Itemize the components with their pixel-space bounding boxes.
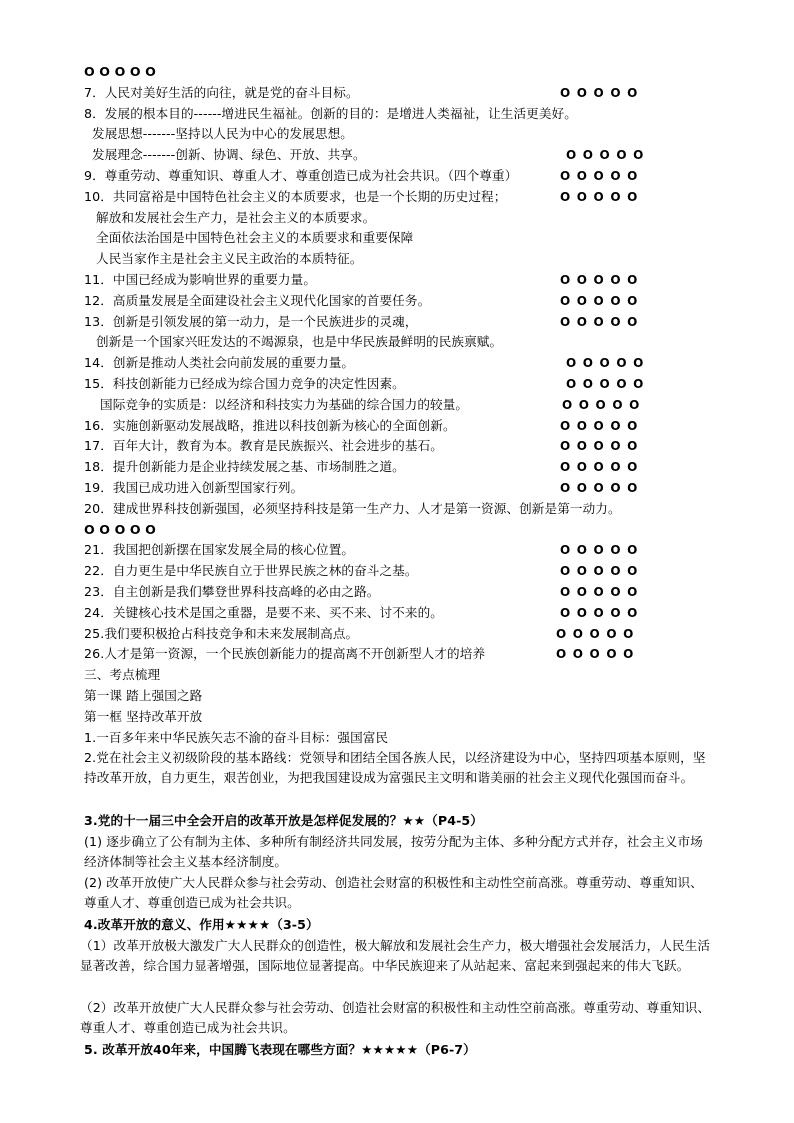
item-21: 21．我国把创新摆在国家发展全局的核心位置。 xyxy=(84,542,355,557)
item-9: 9．尊重劳动、尊重知识、尊重人才、尊重创造已成为社会共识。（四个尊重） xyxy=(84,168,518,183)
item-7: 7．人民对美好生活的向往，就是党的奋斗目标。 xyxy=(84,85,359,100)
point-4-answer-2: （2）改革开放使广大人民群众参与社会劳动、创造社会财富的积极性和主动性空前高涨。尊重劳动、尊重知识、尊重人才、尊重创造已成为社会共识。 xyxy=(80,1000,711,1035)
item-13-sub: 创新是一个国家兴旺发达的不竭源泉，也是中华民族最鲜明的民族禀赋。 xyxy=(96,334,503,349)
point-3-answer-2: (2) 改革开放使广大人民群众参与社会劳动、创造社会财富的积极性和主动性空前高涨。尊重劳动、尊重知识、尊重人才、尊重创造已成为社会共识。 xyxy=(84,875,703,910)
item-15: 15．科技创新能力已经成为综合国力竞争的决定性因素。 xyxy=(84,376,405,391)
circle-marks: O O O O O xyxy=(556,647,635,661)
item-12: 12．高质量发展是全面建设社会主义现代化国家的首要任务。 xyxy=(84,293,431,308)
item-8: 8．发展的根本目的------增进民生福祉。创新的目的：是增进人类福祉，让生活更美好。 xyxy=(84,106,577,121)
item-25: 25.我们要积极抢占科技竞争和未来发展制高点。 xyxy=(84,626,359,641)
item-8-sub-1: 发展思想-------坚持以人民为中心的发展思想。 xyxy=(92,126,353,141)
circle-marks: O O O O O xyxy=(566,356,645,370)
item-8-sub-2: 发展理念-------创新、协调、绿色、开放、共享。 xyxy=(92,147,366,162)
circle-marks: O O O O O xyxy=(560,543,639,557)
item-16: 16．实施创新驱动发展战略，推进以科技创新为核心的全面创新。 xyxy=(84,418,456,433)
item-11: 11．中国已经成为影响世界的重要力量。 xyxy=(84,272,317,287)
point-2: 2.党在社会主义初级阶段的基本路线：党领导和团结全国各族人民，以经济建设为中心，坚持四项基本原则，坚持改革开放，自力更生，艰苦创业，为把我国建设成为富强民主文明和谐美丽的社会主义现代化强国而奋斗。 xyxy=(84,750,706,785)
section-heading: 三、考点梳理 xyxy=(84,667,161,682)
circle-marks: O O O O O xyxy=(84,64,156,79)
circle-marks: O O O O O xyxy=(560,190,639,204)
circle-marks: O O O O O xyxy=(556,627,635,641)
circle-marks: O O O O O xyxy=(560,169,639,183)
item-17: 17．百年大计，教育为本。教育是民族振兴、社会进步的基石。 xyxy=(84,438,443,453)
item-26: 26.人才是第一资源，一个民族创新能力的提高离不开创新型人才的培养 xyxy=(84,646,486,661)
item-10-sub-1: 解放和发展社会生产力，是社会主义的本质要求。 xyxy=(96,210,376,225)
circle-marks: O O O O O xyxy=(560,419,639,433)
item-23: 23．自主创新是我们攀登世界科技高峰的必由之路。 xyxy=(84,584,380,599)
circle-marks: O O O O O xyxy=(560,294,639,308)
item-22: 22．自力更生是中华民族自立于世界民族之林的奋斗之基。 xyxy=(84,563,418,578)
circle-marks: O O O O O xyxy=(84,522,156,537)
item-10-sub-2: 全面依法治国是中国特色社会主义的本质要求和重要保障 xyxy=(96,230,414,245)
point-4-question: 4.改革开放的意义、作用★★★★（3-5） xyxy=(84,917,319,932)
circle-marks: O O O O O xyxy=(560,606,639,620)
item-20: 20．建成世界科技创新强国，必须坚持科技是第一生产力、人才是第一资源、创新是第一动力。 xyxy=(84,501,621,516)
item-13: 13．创新是引领发展的第一动力，是一个民族进步的灵魂， xyxy=(84,314,418,329)
item-19: 19．我国已成功进入创新型国家行列。 xyxy=(84,480,304,495)
circle-marks: O O O O O xyxy=(560,86,639,100)
item-14: 14．创新是推动人类社会向前发展的重要力量。 xyxy=(84,355,355,370)
circle-marks: O O O O O xyxy=(560,585,639,599)
circle-marks: O O O O O xyxy=(560,481,639,495)
circle-marks: O O O O O xyxy=(560,564,639,578)
circle-marks: O O O O O xyxy=(560,460,639,474)
circle-marks: O O O O O xyxy=(562,398,641,412)
circle-marks: O O O O O xyxy=(560,315,639,329)
point-3-answer-1: (1) 逐步确立了公有制为主体、多种所有制经济共同发展，按劳分配为主体、多种分配方式并存，社会主义市场经济体制等社会主义基本经济制度。 xyxy=(84,834,703,869)
point-1: 1.一百多年来中华民族矢志不渝的奋斗目标：强国富民 xyxy=(84,730,389,745)
item-10-sub-3: 人民当家作主是社会主义民主政治的本质特征。 xyxy=(96,251,363,266)
item-15-sub: 国际竞争的实质是：以经济和科技实力为基础的综合国力的较量。 xyxy=(100,397,469,412)
point-5-question: 5. 改革开放40年来，中国腾飞表现在哪些方面？★★★★★（P6-7） xyxy=(84,1042,476,1057)
circle-marks: O O O O O xyxy=(560,273,639,287)
circle-marks: O O O O O xyxy=(560,439,639,453)
circle-marks: O O O O O xyxy=(566,377,645,391)
frame-title: 第一框 坚持改革开放 xyxy=(84,709,203,724)
point-4-answer-1: （1）改革开放极大激发广大人民群众的创造性，极大解放和发展社会生产力，极大增强社会发展活力，人民生活显著改善，综合国力显著增强，国际地位显著提高。中华民族迎来了从站起来、富起来到强起来的伟大飞跃。 xyxy=(80,938,711,973)
item-18: 18．提升创新能力是企业持续发展之基、市场制胜之道。 xyxy=(84,459,405,474)
item-10: 10．共同富裕是中国特色社会主义的本质要求，也是一个长期的历史过程； xyxy=(84,189,507,204)
point-3-question: 3.党的十一届三中全会开启的改革开放是怎样促发展的？★★（P4-5） xyxy=(84,813,483,828)
item-24: 24．关键核心技术是国之重器，是要不来、买不来、讨不来的。 xyxy=(84,605,443,620)
circle-marks: O O O O O xyxy=(566,148,645,162)
lesson-title: 第一课 踏上强国之路 xyxy=(84,688,203,703)
